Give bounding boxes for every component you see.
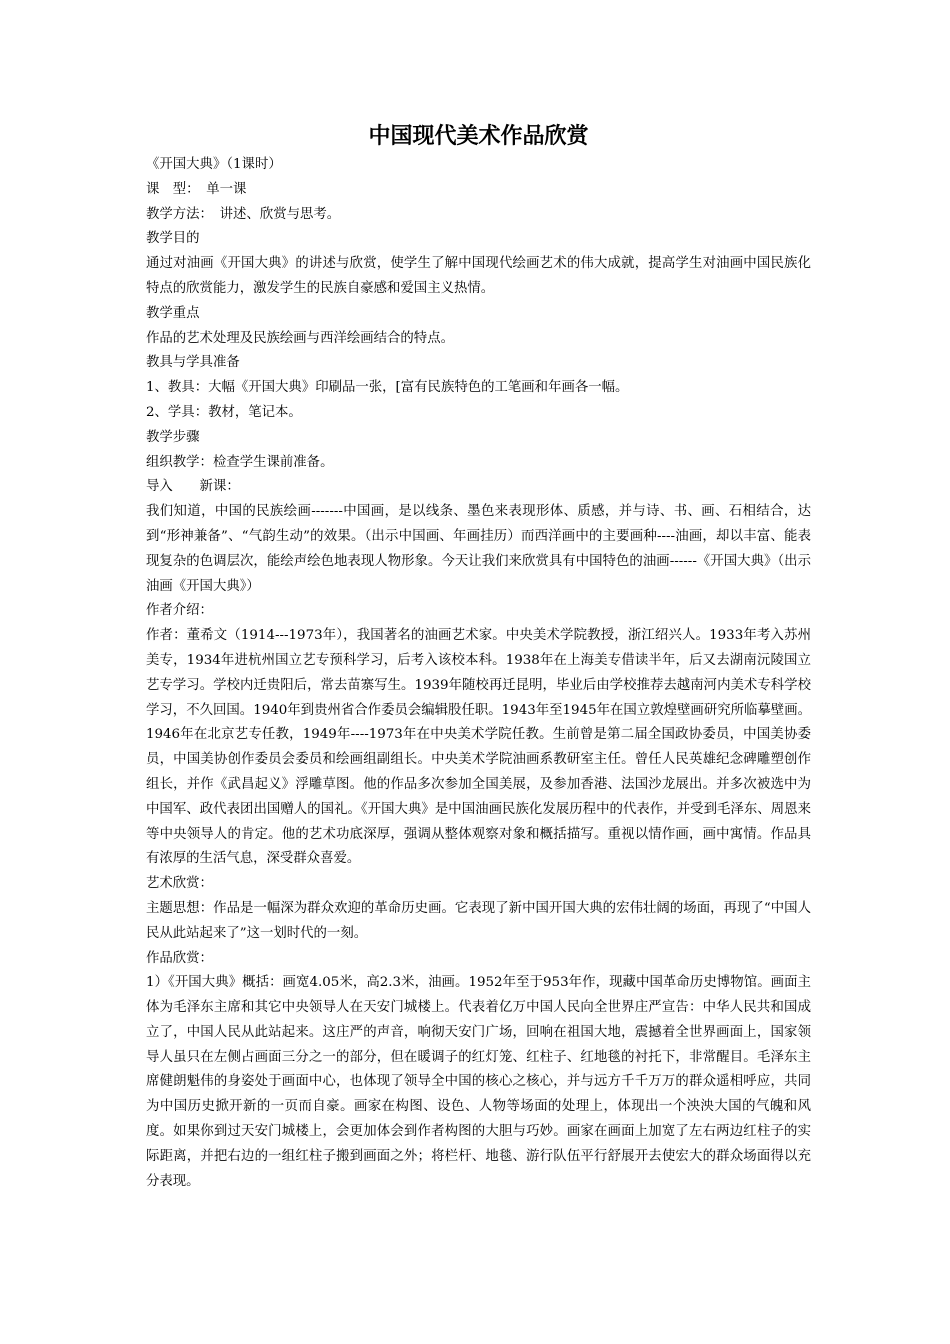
step-organize: 组织教学：检查学生课前准备。 bbox=[146, 454, 334, 470]
theme-text: 主题思想：作品是一幅深为群众欢迎的革命历史画。它表现了新中国开国大典的宏伟壮阔的场面，再现了“中国人民从此站起来了”这一划时代的一刻。 bbox=[146, 900, 811, 941]
section-heading-appreciation: 艺术欣赏： bbox=[146, 876, 213, 892]
artwork-overview-text: 1）《开国大典》概括：画宽4.05米，高2.3米，油画。1952年至于953年作，现藏中国革命历史博物馆。画面主体为毛泽东主席和其它中央领导人在天安门城楼上。代表着亿万中国人民向全世界庄严宣告：中华人民共和国成立了，中国人民从此站起来。这庄严的声音，响彻天安门广场，回响在祖国大地，震撼着全世界画面上，国家领导人虽只在左侧占画面三分之一的部分，但在暖调子的红灯笼、红柱子、红地毯的衬托下，非常醒目。毛泽东主席健朗魁伟的身姿处于画面中心，也体现了领导全中国的核心之核心，并与远方千千万万的群众遥相呼应，共同为中国历史掀开新的一页而自豪。画家在构图、设色、人物等场面的处理上，体现出一个泱泱大国的气魄和风度。如果你到过天安门城楼上，会更加体会到作者构图的大胆与巧妙。画家在画面上加宽了左右两边红柱子的实际距离，并把右边的一组红柱子搬到画面之外；将栏杆、地毯、游行队伍平行舒展开去使宏大的群众场面得以充分表现。 bbox=[146, 975, 811, 1189]
teaching-method: 教学方法： 讲述、欣赏与思考。 bbox=[146, 206, 341, 222]
document-page bbox=[146, 122, 811, 1194]
materials-teacher: 1、教具：大幅《开国大典》印刷品一张，[富有民族特色的工笔画和年画各一幅。 bbox=[146, 380, 629, 396]
lesson-type: 课 型： 单一课 bbox=[146, 181, 247, 197]
step-introduction: 导入 新课： bbox=[146, 479, 240, 495]
section-heading-steps: 教学步骤 bbox=[146, 429, 200, 445]
section-heading-author: 作者介绍： bbox=[146, 603, 213, 619]
section-heading-key-points: 教学重点 bbox=[146, 305, 200, 321]
author-bio-text: 作者：董希文（1914---1973年），我国著名的油画艺术家。中央美术学院教授，浙江绍兴人。1933年考入苏州美专，1934年进杭州国立艺专预科学习，后考入该校本科。1938年在上海美专借读半年，后又去湖南沅陵国立艺专学习。学校内迁贵阳后，常去苗寨写生。1939年随校再迁昆明，毕业后由学校推荐去越南河内美术专科学校学习，不久回国。1940年到贵州省合作委员会编辑股任职。1943年至1945年在国立敦煌壁画研究所临摹壁画。1946年在北京艺专任教，1949年----1973年在中央美术学院任教。生前曾是第二届全国政协委员，中国美协委员，中国美协创作委员会委员和绘画组副组长。中央美术学院油画系教研室主任。曾任人民英雄纪念碑雕塑创作组长，并作《武昌起义》浮雕草图。他的作品多次参加全国美展，及参加香港、法国沙龙展出。并多次被选中为中国军、政代表团出国赠人的国礼。《开国大典》是中国油画民族化发展历程中的代表作，并受到毛泽东、周恩来等中央领导人的肯定。他的艺术功底深厚，强调从整体观察对象和概括描写。重视以情作画，画中寓情。作品具有浓厚的生活气息，深受群众喜爱。 bbox=[146, 628, 811, 867]
document-title: 中国现代美术作品欣赏 bbox=[368, 124, 589, 149]
materials-student: 2、学具：教材，笔记本。 bbox=[146, 404, 302, 420]
objectives-text: 通过对油画《开国大典》的讲述与欣赏，使学生了解中国现代绘画艺术的伟大成就，提高学生对油画中国民族化特点的欣赏能力，激发学生的民族自豪感和爱国主义热情。 bbox=[146, 256, 811, 296]
section-heading-materials: 教具与学具准备 bbox=[146, 355, 240, 371]
section-heading-objectives: 教学目的 bbox=[146, 231, 200, 247]
section-heading-artwork: 作品欣赏： bbox=[146, 950, 213, 966]
lesson-name: 《开国大典》（1课时） bbox=[146, 157, 282, 172]
introduction-text: 我们知道，中国的民族绘画-------中国画，是以线条、墨色来表现形体、质感，并与诗、书、画、石相结合，达到“形神兼备”、“气韵生动”的效果。（出示中国画、年画挂历）而西洋画中的主要画种----油画，却以丰富、能表现复杂的色调层次，能绘声绘色地表现人物形象。今天让我们来欣赏具有中国特色的油画------《开国大典》（出示油画《开国大典》） bbox=[146, 504, 811, 594]
key-points-text: 作品的艺术处理及民族绘画与西洋绘画结合的特点。 bbox=[146, 330, 454, 346]
